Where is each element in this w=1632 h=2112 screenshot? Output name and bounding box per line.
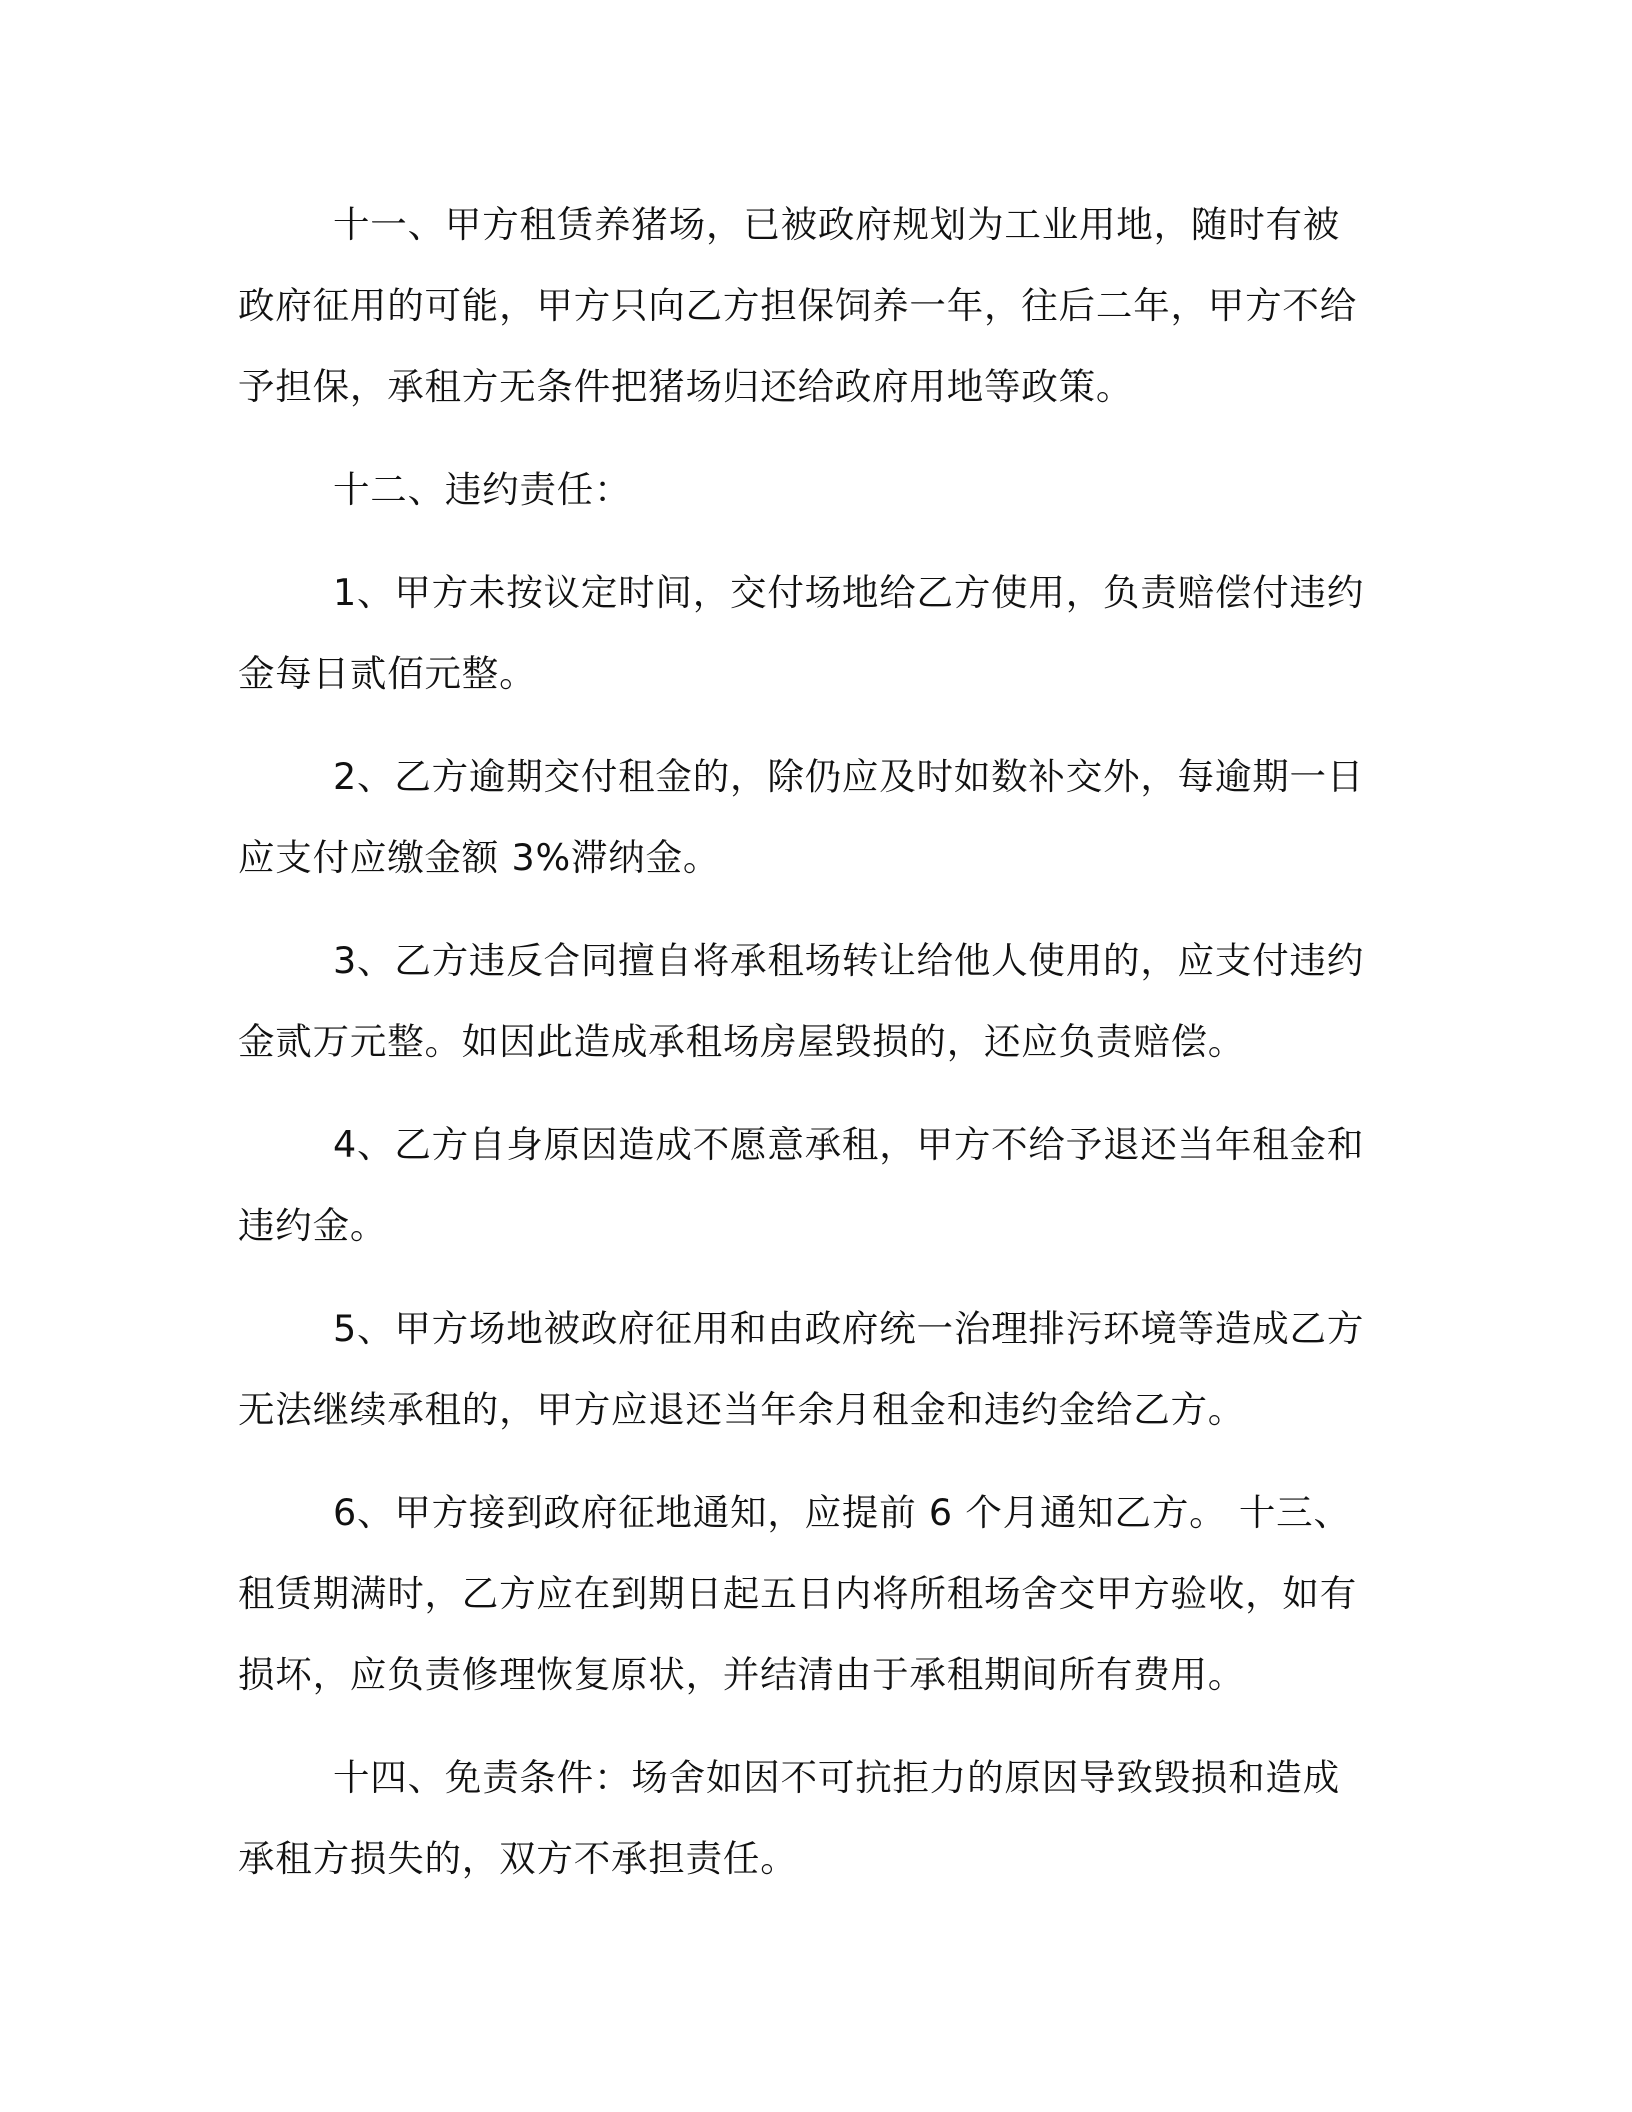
- clause-twelve-item-1: 1、甲方未按议定时间，交付场地给乙方使用，负责赔偿付违约金每日贰佰元整。: [238, 571, 1365, 695]
- clause-twelve-item-3: 3、乙方违反合同擅自将承租场转让给他人使用的，应支付违约金贰万元整。如因此造成承租场房屋毁损的，还应负责赔偿。: [238, 939, 1365, 1063]
- clause-twelve-heading: 十二、违约责任：: [333, 468, 632, 511]
- clause-twelve-item-6-and-thirteen: 6、甲方接到政府征地通知，应提前 6 个月通知乙方。 十三、租赁期满时，乙方应在到期日起五日内将所租场舍交甲方验收，如有损坏，应负责修理恢复原状，并结清由于承租期间所有费用。: [238, 1491, 1357, 1696]
- clause-twelve-item-5: 5、甲方场地被政府征用和由政府统一治理排污环境等造成乙方无法继续承租的，甲方应退还当年余月租金和违约金给乙方。: [238, 1307, 1365, 1431]
- clause-eleven: 十一、甲方租赁养猪场，已被政府规划为工业用地，随时有被政府征用的可能，甲方只向乙方担保饲养一年，往后二年，甲方不给予担保，承租方无条件把猪场归还给政府用地等政策。: [238, 203, 1357, 408]
- clause-fourteen: 十四、免责条件：场舍如因不可抗拒力的原因导致毁损和造成承租方损失的，双方不承担责任。: [238, 1756, 1341, 1880]
- clause-twelve-item-2: 2、乙方逾期交付租金的，除仍应及时如数补交外，每逾期一日应支付应缴金额 3%滞纳金。: [238, 755, 1365, 879]
- clause-twelve-item-4: 4、乙方自身原因造成不愿意承租，甲方不给予退还当年租金和违约金。: [238, 1123, 1365, 1247]
- document-body: [238, 184, 1368, 1899]
